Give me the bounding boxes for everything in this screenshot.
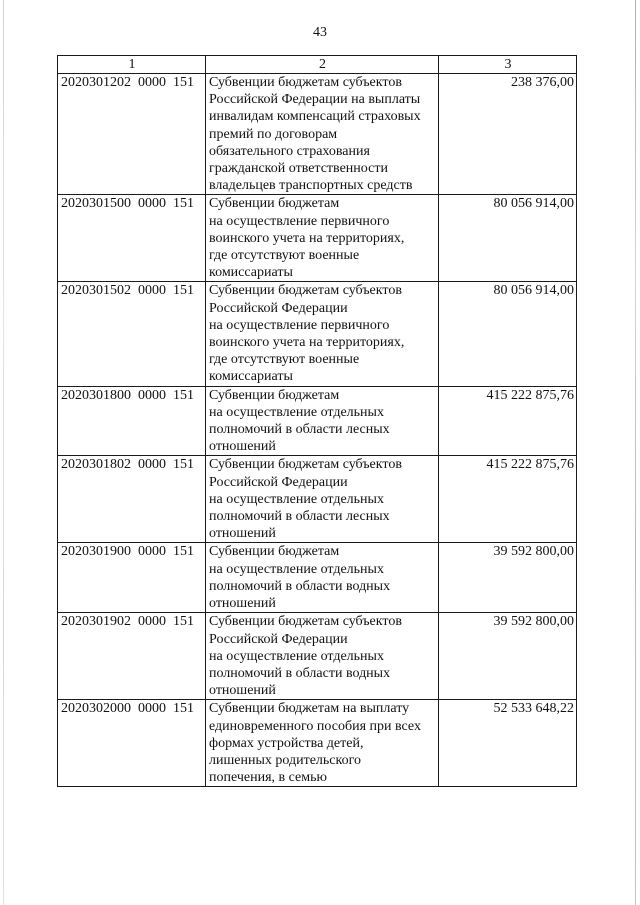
- description-cell: Субвенции бюджетам на выплату единовременного пособия при всех формах устройства детей, лишенных родительского попечения, в семью: [206, 700, 439, 787]
- table-row: [58, 543, 577, 613]
- description-cell: Субвенции бюджетам субъектов Российской Федерации на осуществление отдельных полномочий в области лесных отношений: [206, 456, 439, 543]
- budget-code-cell: 2020301202 0000 151: [58, 74, 206, 195]
- description-cell: Субвенции бюджетам субъектов Российской Федерации на выплаты инвалидам компенсаций страховых премий по договорам обязательного страхования гражданской ответственности владельцев транспортных средств: [206, 74, 439, 195]
- budget-code-cell: 2020301502 0000 151: [58, 282, 206, 386]
- column-header-code: 1: [58, 56, 206, 74]
- header-row: [58, 56, 577, 74]
- description-cell: Субвенции бюджетам субъектов Российской Федерации на осуществление отдельных полномочий в области водных отношений: [206, 613, 439, 700]
- budget-code-cell: 2020302000 0000 151: [58, 700, 206, 787]
- description-cell: Субвенции бюджетам на осуществление первичного воинского учета на территориях, где отсутствуют военные комиссариаты: [206, 195, 439, 282]
- description-cell: Субвенции бюджетам на осуществление отдельных полномочий в области водных отношений: [206, 543, 439, 613]
- amount-cell: 52 533 648,22: [439, 700, 577, 787]
- table-row: [58, 456, 577, 543]
- budget-code-cell: 2020301500 0000 151: [58, 195, 206, 282]
- budget-code-cell: 2020301902 0000 151: [58, 613, 206, 700]
- amount-cell: 80 056 914,00: [439, 195, 577, 282]
- table-row: [58, 282, 577, 386]
- amount-cell: 39 592 800,00: [439, 543, 577, 613]
- amount-cell: 39 592 800,00: [439, 613, 577, 700]
- table-row: [58, 386, 577, 456]
- budget-code-cell: 2020301802 0000 151: [58, 456, 206, 543]
- budget-table: [57, 55, 577, 787]
- amount-cell: 238 376,00: [439, 74, 577, 195]
- description-cell: Субвенции бюджетам субъектов Российской Федерации на осуществление первичного воинского учета на территориях, где отсутствуют военные комиссариаты: [206, 282, 439, 386]
- amount-cell: 415 222 875,76: [439, 456, 577, 543]
- table-row: [58, 195, 577, 282]
- amount-cell: 415 222 875,76: [439, 386, 577, 456]
- amount-cell: 80 056 914,00: [439, 282, 577, 386]
- table-row: [58, 74, 577, 195]
- description-cell: Субвенции бюджетам на осуществление отдельных полномочий в области лесных отношений: [206, 386, 439, 456]
- page-number: 43: [313, 25, 327, 40]
- budget-code-cell: 2020301900 0000 151: [58, 543, 206, 613]
- column-header-amount: 3: [439, 56, 577, 74]
- budget-code-cell: 2020301800 0000 151: [58, 386, 206, 456]
- scan-edge-right: [635, 0, 636, 905]
- column-header-name: 2: [206, 56, 439, 74]
- scan-edge-left: [3, 0, 4, 905]
- table-row: [58, 700, 577, 787]
- table-row: [58, 613, 577, 700]
